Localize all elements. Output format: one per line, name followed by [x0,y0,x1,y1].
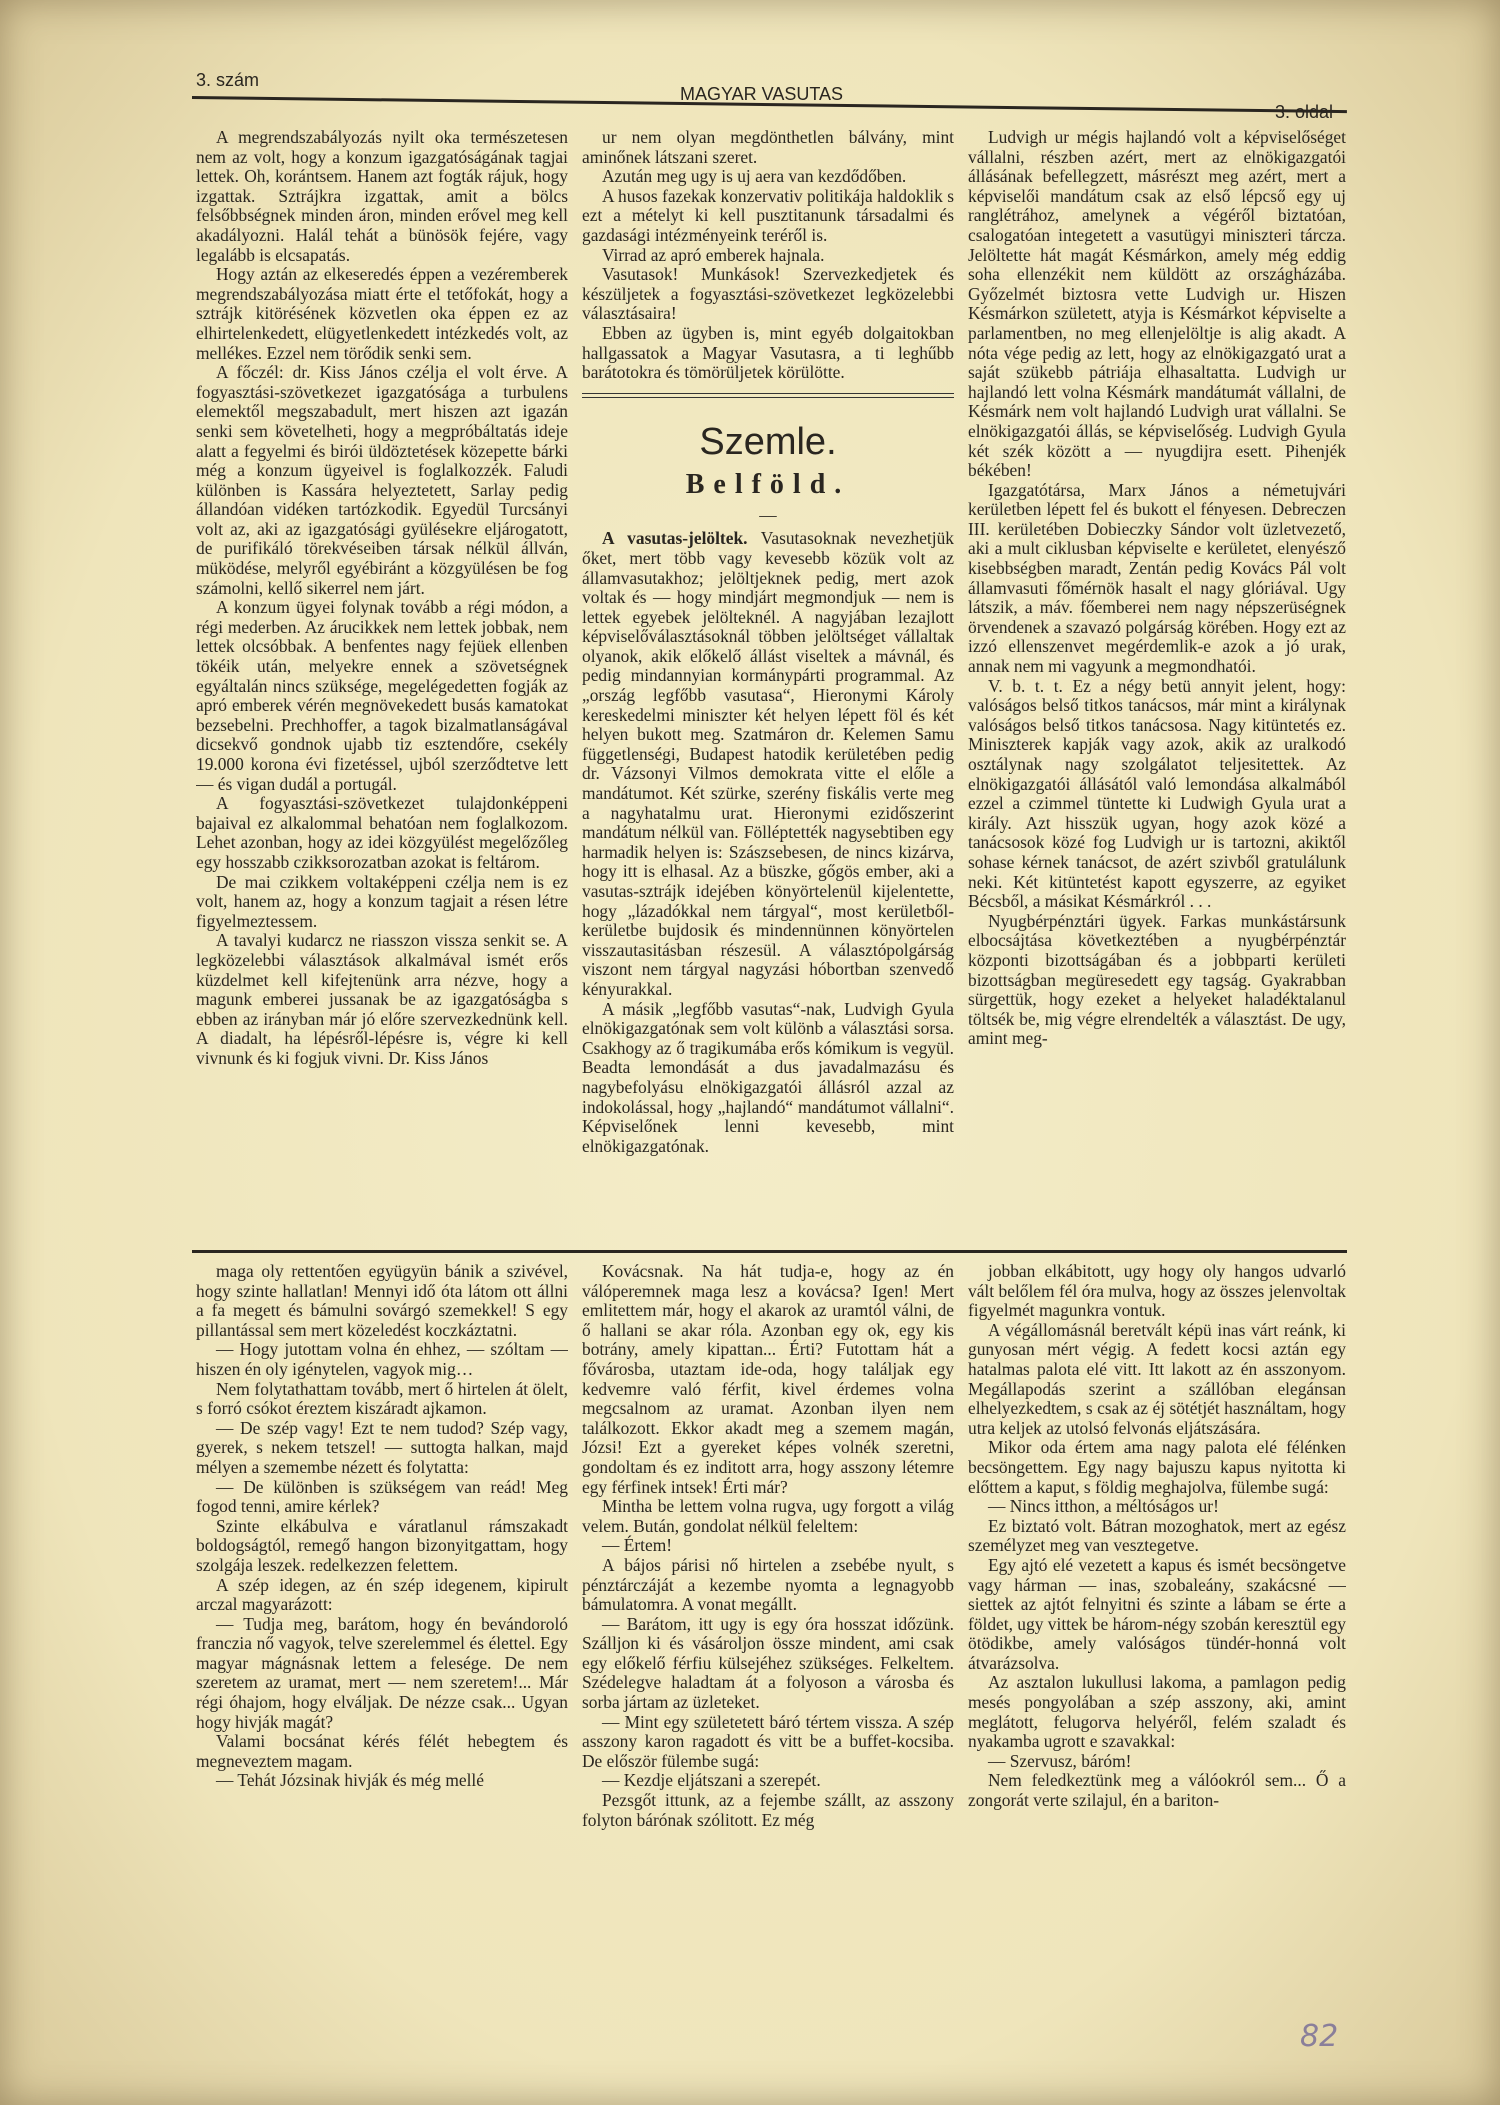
article-lead: A vasutas-jelöltek. [602,528,748,549]
issue-number: 3. szám [196,70,260,90]
paragraph: Nem folytathattam tovább, mert ő hirtelen át ölelt, s forró csókot éreztem kiszáradt ajkamon. [196,1378,568,1419]
paragraph: Vasutasoknak nevezhetjük őket, mert több vagy kevesebb közük volt az államvasutakhoz; jelöltjeknek pedig, mert azok voltak és — hogy mindjárt megmondjuk — nem is lettek egyebek jelölteknél. A nagyjában lezajlott képviselőválasztásoknál többen jelöltséget vállaltak olyanok, akik előkelő állást viseltek a mávnál, és pedig mindannyian kormánypárti programmal. Az „ország legfőbb vasutasa“, Hieronymi Károly kereskedelmi miniszter két helyen lépett föl és két helyen bukott meg. Szatmáron dr. Kelemen Samu függetlenségi, Budapest hatodik kerületében pedig dr. Vázsonyi Vilmos demokrata vitte el előle a mandátumot. Két szürke, szerény fiskális verte meg a nagyhatalmu urat. Hieronymi ezidőszerint mandátum nélkül van. Fölléptették nagysebtiben egy harmadik helyen is: Szászsebesen, de nincs kizárva, hogy itt is elhasal. Az a büszke, gőgös ember, aki a vasutas-sztrájk idejében könyörtelenül kijelentette, hogy „lázadókkal nem tárgyal“, most kerületből-kerületbe bujdosik és mindennünnen könyörtelen visszautasitásban részesül. A választópolgárság viszont nem tárgyal nagyzási hóbortban szenvedő kényurakkal. [582,528,954,999]
paragraph: — Kezdje eljátszani a szerepét. [602,1770,821,1791]
handwritten-page-number: 82 [1300,2019,1339,2054]
paragraph: Valami bocsánat kérés félét hebegtem és megneveztem magam. [196,1731,568,1771]
paragraph: Kovácsnak. Na hát tudja-e, hogy az én válóperemnek maga lesz a kovácsa? Igen! Mert emlitettem már, hogy el akarok az uramtól válni, de ő hallani se akar róla. Azonban egy ok, egy kis botrány, amely kipattan... Érti? Futottam hát a fővárosba, utaztam ide-oda, hogy találjak egy kedvemre való férfit, kivel érdemes volna megcsalnom az uramat. Azonban ilyen nem találkozott. Ekkor akadt meg a szemem magán, Józsi! Ezt a gyereket képes volnék szeretni, gondoltam és ez inditott arra, hogy asszony létemre egy férfinek intsek! Érti már? [582,1262,954,1497]
paragraph: — Tudja meg, barátom, hogy én bevándoroló franczia nő vagyok, telve szerelemmel és élettel. Egy magyar mágnásnak lettem a felesége. De nem szeretem az uramat, mert — nem szeretem!... Már régi óhajom, hogy elváljak. De nézze csak... Ugyan hogy hivják magát? [196,1613,568,1732]
paragraph: A végállomásnál beretvált képü inas várt reánk, ki gunyosan mért végig. A fedett kocsi aztán egy hatalmas palota elé vitt. Itt lakott az én asszonyom. Megállapodás szerint a szállóban elegánsan elhelyezkedtem, s csak az éj sötétjét használtam, hogy utra keljek az utolsó felvonás eljátszására. [968,1319,1346,1438]
paragraph: A fogyasztási-szövetkezet tulajdonképpeni bajaival ez alkalommal behatóan nem foglalkozom. Lehet azonban, hogy az idei közgyülést megelőzőleg egy hosszabb czikksorozatban azokat is feltárom. [196,793,568,872]
paragraph: — Hogy jutottam volna én ehhez, — szóltam — hiszen én oly igénytelen, vagyok mig… [196,1339,568,1379]
section-rule [192,1250,1347,1253]
paragraph: — De különben is szükségem van reád! Meg fogod tenni, amire kérlek? [196,1476,568,1517]
paragraph: — Értem! [602,1535,673,1556]
paragraph: Ebben az ügyben is, mint egyéb dolgaitokban hallgassatok a Magyar Vasutasra, a ti leghűbb barátotokra és tömörüljetek körülötte. [582,322,954,383]
paragraph: Ez biztató volt. Bátran mozoghatok, mert az egész személyzet meg van vesztegetve. [968,1515,1346,1556]
paragraph: Szinte elkábulva e váratlanul rámszakadt boldogságtól, remegő hangon bizonyitgattam, hogy szolgája leszek. redelkezzen felettem. [196,1515,568,1575]
paragraph: Nem feledkeztünk meg a válóokról sem... Ő a zongorát verte szilajul, én a bariton- [968,1770,1346,1811]
section-subheading-belfold: Belföld. [685,468,851,500]
article-vasutas-jeloltek [582,529,954,999]
divider-dash: — [759,504,777,525]
paragraph: — Tehát Józsinak hivják és még mellé [216,1770,484,1791]
paragraph: — Nincs itthon, a méltóságos ur! [988,1496,1219,1517]
paragraph: — Mint egy születetett báró tértem vissza. A szép asszony karon ragadott és vitt be a buffet-kocsiba. De először fülembe sugá: [582,1711,954,1771]
paragraph: — Szervusz, báróm! [988,1750,1132,1771]
top-column-2 [582,128,954,1226]
paragraph: Egy ajtó elé vezetett a kapus és ismét becsöngetve vagy hárman — inas, szobaleány, szakácsné — siettek az ajtót felnyitni és szinte a lábam se érte a földet, ugy vittek be három-négy szobán keresztül egy ötödikbe, amely valóságos tündér-honná volt átvarázsolva. [968,1554,1346,1673]
paragraph: Pezsgőt ittunk, az a fejembe szállt, az asszony folyton bárónak szólitott. Ez még [582,1790,954,1830]
paragraph: — De szép vagy! Ezt te nem tudod? Szép vagy, gyerek, s nekem tetszel! — suttogta halkan, majd mélyen a szemembe nézett és folytatta: [196,1417,568,1477]
top-column-1 [196,128,568,1226]
paragraph: maga oly rettentően együgyün bánik a szivével, hogy szinte hallatlan! Mennyi idő óta látom ott állni a fa megett és bámulni sovárgó szemekkel! S egy pillantással sem mert közeledést koczkáztatni. [196,1262,568,1340]
paragraph: A főczél: dr. Kiss János czélja el volt érve. A fogyasztási-szövetkezet igazgatósága a turbulens elemektől megszabadult, mert hiszen azt igazán senki sem követelheti, hogy a megpróbáltatás ideje alatt a fegyelmi és birói üldöztetések közepette bárki még a konzum ügyeivel is foglalkozzék. Faludi különben is Kassára helyeztetett, Sarlay pedig állandóan vidéken tartózkodik. Egyedül Turcsányi volt az, aki az igazgatósági gyülésekre eljárogatott, de purifikáló törekvéseiben társak nélkül állván, müködése, melyről egyébiránt a közgyülésen be fog számolni, kellő sikerrel nem járt. [196,362,568,598]
paragraph: Nyugbérpénztári ügyek. Farkas munkástársunk elbocsájtása következtében a nyugbérpénztár központi bizottságában és a jobbparti kerületi bizottságban megüresedett egy tagság. Gyakrabban sürgettük, hogy ezeket a helyeket haladéktalanul töltsék be, mig végre elrendelték a választást. De ugy, amint meg- [968,910,1346,1049]
paragraph: Igazgatótársa, Marx János a németujvári kerületben lépett fel és bukott el fényesen. Debreczen III. kerületében Dobieczky Sándor volt üzletvezető, aki a mult ciklusban képviselte e kerületet, elenyésző kisebbségben maradt, Zentán pedig Kovács Pál volt államvasuti főmérnök hasalt el nagy glóriával. Ugy látszik, a máv. főemberei nem nagy népszerüségnek örvendenek a szavazó polgárság körében. Hogy ezt az izzó ellenszenvet megérdemlik-e azok a jó urak, annak nem mi vagyunk a megmondhatói. [968,479,1346,677]
paragraph: A másik „legfőbb vasutas“-nak, Ludvigh Gyula elnökigazgatónak sem volt különb a választási sorsa. Csakhogy az ő tragikumába erős kómikum is vegyül. Beadta lemondását a dus javadalmazásu és nagybefolyásu elnökigazgatói állásról azzal az indokolással, hogy „hajlandó“ mandátumot vállalni“. Képviselőnek lenni kevesebb, mint elnökigazgatónak. [582,998,954,1156]
paragraph: jobban elkábitott, ugy hogy oly hangos udvarló vált belőlem fél óra mulva, hogy az összes jelenvoltak figyelmét magunkra vontuk. [968,1262,1346,1321]
paragraph: De mai czikkem voltaképpeni czélja nem is ez volt, hanem az, hogy a konzum tagjait a résen létre figyelmeztessem. [196,871,568,931]
bottom-column-3 [968,1262,1346,1987]
paragraph: Virrad az apró emberek hajnala. [602,244,825,265]
paragraph: Ludvigh ur mégis hajlandó volt a képviselőséget vállalni, részben azért, mert az elnökigazgatói állásának befellegzett, másrészt meg azért, mert a képviselői mandátum csak az első lépcső egy uj ranglétrához, amelynek a végéről biztatóan, csalogatóan integetett a vasutügyi miniszteri tárcza. Jelöltette hát magát Késmárkon, amely még eddig soha ellenzékit nem küldött az országházába. Győzelmét biztosra vette Ludvigh ur. Hiszen Késmárkon született, atyja is Késmárkot képviselte a parlamentben, no meg ellenjelöltje is alig akadt. A nóta vége pedig az lett, hogy az elnökigazgató urat a saját szükebb pátriája elhasaltatta. Ludvigh ur hajlandó lett volna Késmárk mandátumát vállalni, de Késmárk nem volt hajlandó Ludvigh urat vállalni. Se elnökigazgatói állás, se képviselőség. Ludvigh Gyula két szék között a — nyugdijra esett. Pihenjék békében! [968,128,1346,481]
paragraph: Hogy aztán az elkeseredés éppen a vezéremberek megrendszabályozása miatt érte el tetőfokát, hogy a sztrájk kitörésének közvetlen oka éppen ez az elhirtelenkedett, elügyetlenkedett intézkedés volt, az mellékes. Ezzel nem törődik senki sem. [196,264,568,363]
newspaper-title: MAGYAR VASUTAS [680,84,844,104]
paragraph: A tavalyi kudarcz ne riasszon vissza senkit se. A legközelebbi választások alkalmával ismét erős küzdelmet kell kifejtenünk arra nézve, hogy a magunk emberei jussanak be az igazgatóságba s ebben az irányban már jó előre szervezkednünk kell. A diadalt, ha lépésről-lépésre is, végre ki kell vivnunk és ki fogjuk vivni. Dr. Kiss János [196,930,568,1068]
paragraph: Azután meg ugy is uj aera van kezdődőben. [602,166,907,187]
paragraph: A megrendszabályozás nyilt oka természetesen nem az volt, hogy a konzum igazgatóságának tagjai lettek. Oh, korántsem. Hanem azt fogták rájuk, hogy izgattak. Sztrájkra izgattak, amit a bölcs felsőbbségnek minden áron, minden erővel meg kell akadályozni. Halál tehát a bünösök fejére, vagy legalább is elcsapatás. [196,128,568,265]
paragraph: V. b. t. t. Ez a négy betü annyit jelent, hogy: valóságos belső titkos tanácsos, már mint a királynak valóságos belső titkos tanácsosa. Nagy kitüntetés ez. Miniszterek kapják vagy azok, akik az uralkodó osztálynak nagy szolgálatot teljesitettek. Az elnökigazgatói állásától való lemondása alkalmából ezzel a czimmel tüntette ki Ludwigh Gyula urat a király. Azt hisszük ugyan, hogy azok közé a tanácsosok közé fog Ludvigh ur is tartozni, akiktől sohase kérnek tanácsot, de azért szivből gratulálunk neki. Két kitüntetést kapott egyszerre, az egyiket Bécsből, a másikat Késmárkról . . . [968,675,1346,912]
section-heading-szemle: Szemle. [699,420,837,463]
paragraph: A konzum ügyei folynak tovább a régi módon, a régi mederben. Az árucikkek nem lettek jobbak, nem lettek olcsóbbak. A benfentes nagy fejüek ellenben tökéik után, melyekre ennek a szövetségnek egyáltalán nincs szüksége, megelégedetten fogják az apró emberek vérén megnövekedett busás kamatokat bezsebelni. Prechhoffer, a tagok bizalmatlanságával dicsekvő gondnok ujabb tiz esztendőre, csekély 19.000 korona évi fizetéssel, ujból szerződtetve lett — és vigan dudál a portugál. [196,597,568,794]
paragraph: Mikor oda értem ama nagy palota elé félénken becsöngettem. Egy nagy bajuszu kapus nyitotta ki előttem a kaput, s földig meghajolva, fülembe sugá: [968,1437,1346,1497]
bottom-column-2 [582,1262,954,1987]
paragraph: A husos fazekak konzervativ politikája haldoklik s ezt a mételyt ki kell pusztitanunk társadalmi és gazdasági intézményeink teréről is. [582,185,954,245]
paragraph: A bájos párisi nő hirtelen a zsebébe nyult, s pénztárczáját a kezembe nyomta a legnagyobb bámulatomra. A vonat megállt. [582,1554,954,1615]
top-column-3 [968,128,1346,1226]
paragraph: Az asztalon lukullusi lakoma, a pamlagon pedig mesés pongyolában a szép asszony, aki, amint meglátott, felugorva helyéről, felém szaladt és nyakamba ugrott e szavakkal: [968,1672,1346,1752]
paragraph: ur nem olyan megdönthetlen bálvány, mint aminőnek látszani szeret. [582,128,954,167]
paragraph: A szép idegen, az én szép idegenem, kipirult arczal magyarázott: [196,1574,568,1615]
paragraph: Vasutasok! Munkások! Szervezkedjetek és készüljetek a fogyasztási-szövetkezet legközelebbi választásaira! [582,264,954,324]
section-divider [582,393,954,398]
paragraph: Mintha be lettem volna rugva, ugy forgott a világ velem. Bután, gondolat nélkül feleltem: [582,1496,954,1536]
bottom-column-1 [196,1262,568,1987]
paragraph: — Barátom, itt ugy is egy óra hosszat időzünk. Szálljon ki és vásároljon össze mindent, ami csak egy előkelő férfiu külsejéhez szükséges. Felkeltem. Szédelegve haladtam át a folyoson a városba és sorba jártam az üzleteket. [582,1613,954,1713]
